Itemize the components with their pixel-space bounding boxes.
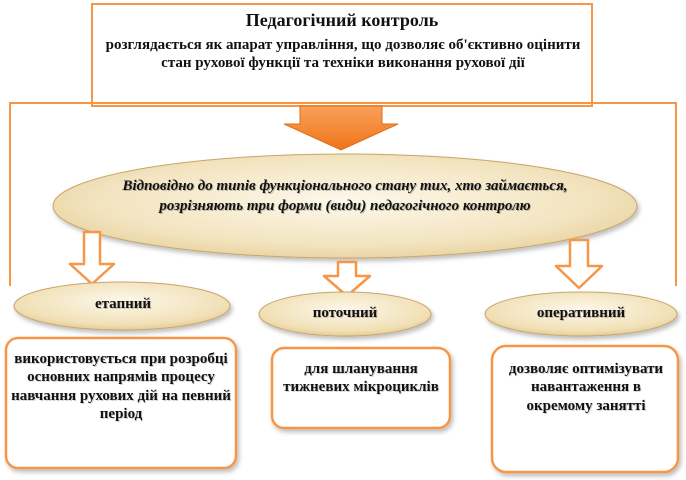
oval-text-part2: (види) педагогічного контролю: [321, 197, 531, 214]
oval-text-emphasis: розрізняють три форми: [159, 197, 322, 214]
header-title: Педагогічний контроль: [245, 10, 439, 30]
form-description-operative: дозволяє оптимізувати навантаження в окремому занятті: [508, 361, 664, 414]
form-label-operative: оперативний: [536, 305, 626, 321]
form-description-current: для шланування тижневих мікроциклів: [283, 361, 439, 396]
arrow-left-icon: [70, 232, 114, 284]
header-subtitle: розглядається як апарат управління, що дозволяє об'єктивно оцінити стан рухової функції та техніки виконання рухової дії: [105, 37, 581, 71]
arrow-right-icon: [556, 240, 602, 288]
main-arrow-icon: [284, 106, 398, 150]
form-label-stage: етапний: [94, 296, 152, 312]
arrow-middle-icon: [324, 262, 370, 296]
form-description-stage: використовується при розробці основних напрямів процесу навчання рухових дій на певний період: [11, 351, 231, 422]
oval-text-part1: Відповідно до типів функціонального стану тих, хто займається,: [122, 178, 568, 194]
central-oval-text: [120, 177, 570, 216]
form-label-current: поточний: [312, 305, 378, 321]
